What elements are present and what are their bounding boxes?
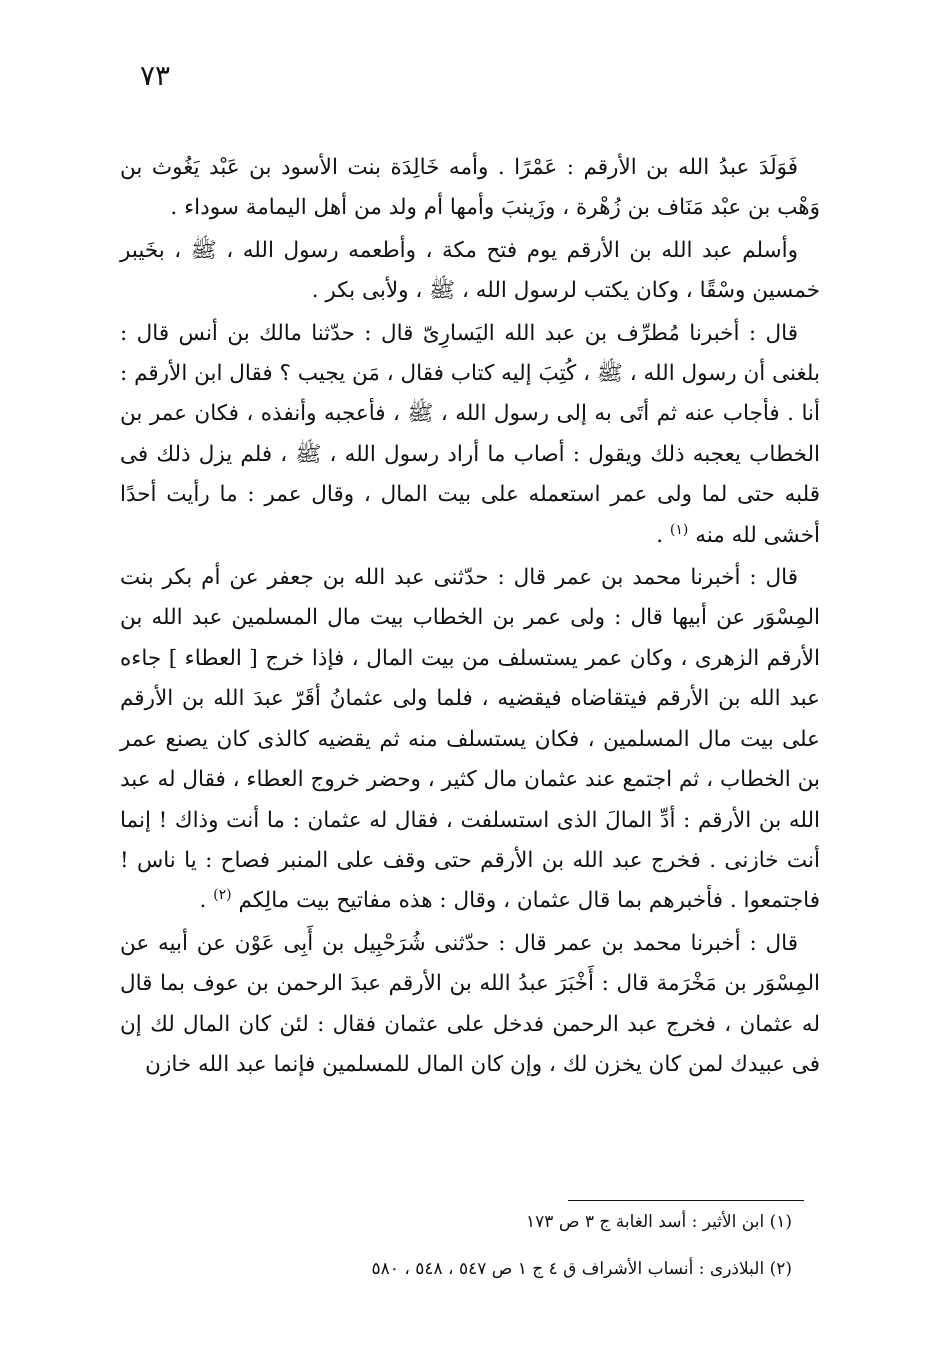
footnote-1: (١) ابن الأثير : أسد الغابة ج ٣ ص ١٧٣ <box>526 1212 792 1232</box>
footnote-divider <box>568 1200 804 1201</box>
paragraph-text: قال : أخبرنا مُطرِّف بن عبد الله اليَسارِىّ قال : حدّثنا مالك بن أنس قال : بلغنى أن رسول الله ، ﷺ ، كُتِبَ إليه كتاب فقال ، مَن يجيب ؟ فقال ابن الأرقم : أنا . فأجاب عنه ثم أتَى به إلى رسول الله ، ﷺ ، فأعجبه وأنفذه ، فكان عمر بن الخطاب يعجبه ذلك ويقول : أصاب ما أراد رسول الله ، ﷺ ، فلم يزل ذلك فى قلبه حتى لما ولى عمر استعمله على بيت المال ، وقال عمر : ما رأيت أحدًا أخشى لله منه <box>120 320 820 548</box>
paragraph-4: قال : أخبرنا محمد بن عمر قال : حدّثنى عبد الله بن جعفر عن أم بكر بنت المِسْوَر عن أبيها قال : ولى عمر بن الخطاب بيت مال المسلمين عبد الله بن الأرقم الزهرى ، وكان عمر يستسلف من بيت المال ، فإذا خرج [ العطاء ] جاءه عبد الله بن الأرقم فيتقاضاه فيقضيه ، فلما ولى عثمانُ أقَرّ عبدَ الله بن الأرقم على بيت مال المسلمين ، فكان يستسلف منه ثم يقضيه كالذى كان يصنع عمر بن الخطاب ، ثم اجتمع عند عثمان مال كثير ، وحضر خروج العطاء ، فقال له عبد الله بن الأرقم : أدِّ المالَ الذى استسلفت ، فقال له عثمان : ما أنت وذاك ! إنما أنت خازنى . فخرج عبد الله بن الأرقم حتى وقف على المنبر فصاح : يا ناس ! فاجتمعوا . فأخبرهم بما قال عثمان ، وقال : هذه مفاتيح بيت مالِكم $^{(٢)}$ . <box>120 565 820 914</box>
paragraph-text: قال : أخبرنا محمد بن عمر قال : حدّثنى شُرَحْبِيل بن أَبِى عَوْن عن أبيه عن المِسْوَر بن مَخْرَمة قال : أَخْبَرَ عبدُ الله بن الأرقم عبدَ الرحمن بن عوف بما قال له عثمان ، فخرج عبد الرحمن فدخل على عثمان فقال : لئن كان المال لك إن فى عبيدك لمن كان يخزن لك ، وإن كان المال للمسلمين فإنما عبد الله خازن <box>120 930 820 1077</box>
page-number: ٧٣ <box>140 59 171 92</box>
footnotes <box>230 1210 792 1281</box>
paragraph-text: وأسلم عبد الله بن الأرقم يوم فتح مكة ، وأطعمه رسول الله ، ﷺ ، بخَيبر خمسين وسْقًا ، وكان يكتب لرسول الله ، ﷺ ، ولأبى بكر . <box>120 237 820 304</box>
paragraph-1 <box>120 148 820 229</box>
paragraph-2 <box>120 231 820 312</box>
paragraph-text: قال : أخبرنا محمد بن عمر قال : حدّثنى عبد الله بن جعفر عن أم بكر بنت المِسْوَر عن أبيها قال : ولى عمر بن الخطاب بيت مال المسلمين عبد الله بن الأرقم الزهرى ، وكان عمر يستسلف من بيت المال ، فإذا خرج [ العطاء ] جاءه عبد الله بن الأرقم فيتقاضاه فيقضيه ، فلما ولى عثمانُ أقَرّ عبدَ الله بن الأرقم على بيت مال المسلمين ، فكان يستسلف منه ثم يقضيه كالذى كان يصنع عمر بن الخطاب ، ثم اجتمع عند عثمان مال كثير ، وحضر خروج العطاء ، فقال له عبد الله بن الأرقم : أدِّ المالَ الذى استسلفت ، فقال له عثمان : ما أنت وذاك ! إنما أنت خازنى . فخرج عبد الله بن الأرقم حتى وقف على المنبر فصاح : يا ناس ! فاجتمعوا . فأخبرهم بما قال عثمان ، وقال : هذه مفاتيح بيت مالِكم <box>120 565 820 914</box>
paragraph-5 <box>120 924 820 1086</box>
paragraph-3: قال : أخبرنا مُطرِّف بن عبد الله اليَسارِىّ قال : حدّثنا مالك بن أنس قال : بلغنى أن رسول الله ، ﷺ ، كُتِبَ إليه كتاب فقال ، مَن يجيب ؟ فقال ابن الأرقم : أنا . فأجاب عنه ثم أتَى به إلى رسول الله ، ﷺ ، فأعجبه وأنفذه ، فكان عمر بن الخطاب يعجبه ذلك ويقول : أصاب ما أراد رسول الله ، ﷺ ، فلم يزل ذلك فى قلبه حتى لما ولى عمر استعمله على بيت المال ، وقال عمر : ما رأيت أحدًا أخشى لله منه $^{(١)}$ . <box>120 320 820 548</box>
body-text <box>120 148 820 1085</box>
footnote-2: (٢) البلاذرى : أنساب الأشراف ق ٤ ج ١ ص ٥٤٧ ، ٥٤٨ ، ٥٨٠ <box>371 1259 792 1279</box>
footnote-marker-2: (٢) <box>213 887 232 904</box>
paragraph-text: فَوَلَدَ عبدُ الله بن الأرقم : عَمْرًا . وأمه خَالِدَة بنت الأسود بن عَبْد يَغُوث بن وَهْب بن عبْد مَنَاف بن زُهْرة ، وزَينبَ وأمها أم ولد من أهل اليمامة سوداء . <box>120 155 820 221</box>
footnote-marker-1: (١) <box>669 521 689 538</box>
